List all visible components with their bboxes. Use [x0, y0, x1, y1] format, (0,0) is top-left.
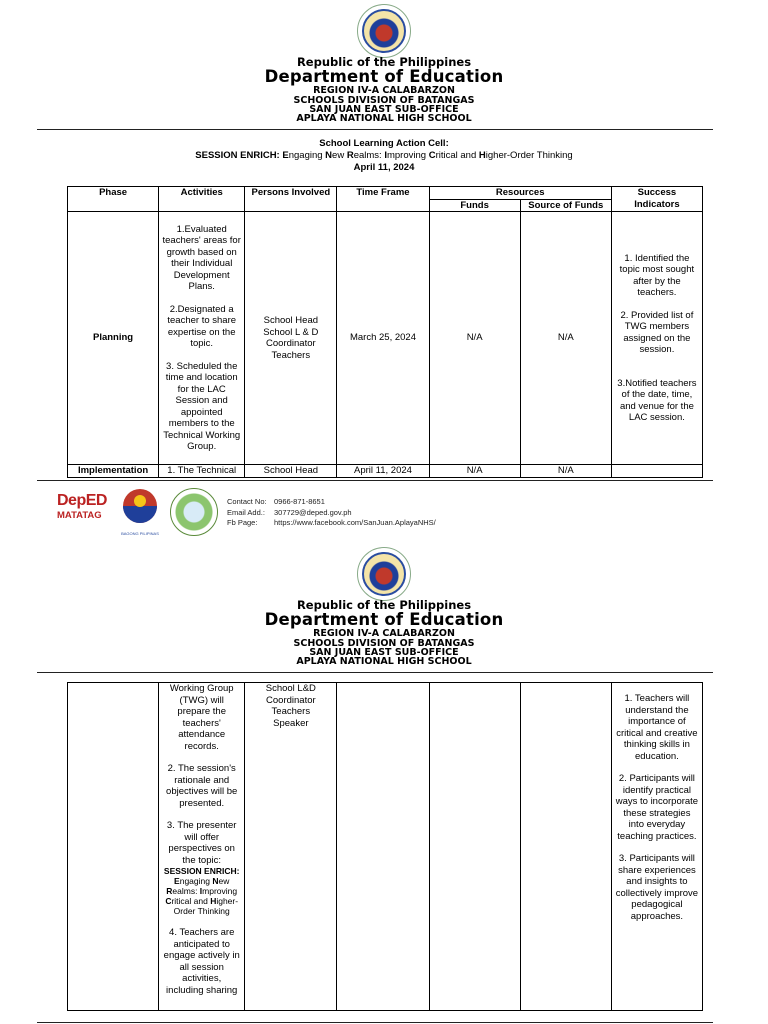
person-item: Teachers — [271, 706, 311, 717]
fb-link[interactable]: https://www.facebook.com/SanJuan.AplayaNHS/ — [274, 518, 436, 527]
implementation-persons: School Head — [245, 465, 337, 478]
col-phase: Phase — [68, 187, 159, 212]
word-rest: ealms: — [353, 150, 385, 161]
region-label: REGION IV-A CALABARZON — [313, 628, 455, 639]
implementation-activity: 1. The Technical — [159, 465, 245, 478]
header-divider — [37, 129, 713, 130]
doc-title-line2 — [0, 150, 768, 162]
initial-letter: N — [212, 876, 219, 886]
initial-letter: C — [428, 150, 436, 161]
doc-title-line1: School Learning Action Cell: — [319, 138, 449, 149]
school-label: APLAYA NATIONAL HIGH SCHOOL — [296, 656, 472, 667]
region-label: REGION IV-A CALABARZON — [313, 85, 455, 96]
suboffice-label: SAN JUAN EAST SUB-OFFICE — [309, 104, 459, 115]
deped-seal-logo — [357, 4, 411, 58]
topic-session-name: SESSION ENRICH: — [163, 866, 240, 876]
initial-letter: I — [199, 886, 203, 896]
topic-subtitle — [165, 876, 238, 916]
word-rest: ngaging — [179, 876, 213, 886]
funds-cell — [429, 683, 520, 1011]
indicator-item: 3.Notified teachers of the date, time, and venue for the LAC session. — [617, 377, 697, 423]
word-rest: igher-Order Thinking — [485, 150, 573, 161]
planning-indicators — [611, 212, 702, 465]
indicator-item: 2. Participants will identify practical ways to incorporate these strategies into everyday teaching practices. — [615, 773, 699, 842]
initial-letter: N — [325, 150, 333, 161]
implementation-indicators — [611, 465, 702, 478]
activity-item: 2.Designated a teacher to share expertise on the topic. — [167, 303, 237, 349]
person-item: School Head — [263, 315, 319, 326]
activity-item: 3. The presenter will offer perspectives on the topic: — [166, 820, 237, 866]
implementation-activities — [159, 683, 245, 1011]
word-rest: igher-Order Thinking — [173, 896, 239, 916]
bottom-divider — [37, 1022, 713, 1023]
person-item: School L & D Coordinator — [263, 326, 319, 349]
table-row-planning — [68, 212, 703, 465]
lac-plan-table-continued — [67, 682, 703, 1011]
contact-number: 0966-871-8651 — [274, 497, 325, 506]
suboffice-label: SAN JUAN EAST SUB-OFFICE — [309, 647, 459, 658]
col-resources: Resources — [429, 187, 611, 200]
person-item: Teachers — [271, 349, 311, 361]
col-activities: Activities — [159, 187, 245, 212]
activity-item: 1.Evaluated teachers' areas for growth based on their Individual Development Plans. — [162, 223, 241, 292]
phase-planning: Planning — [68, 212, 159, 465]
implementation-time: April 11, 2024 — [337, 465, 429, 478]
session-subtitle — [282, 150, 572, 161]
col-persons: Persons Involved — [245, 187, 337, 212]
bagong-pilipinas-label: BAGONG PILIPINAS — [121, 531, 159, 536]
indicator-item: 2. Provided list of TWG members assigned on the session. — [620, 309, 694, 355]
department-title: Department of Education — [264, 610, 504, 629]
initial-letter: R — [346, 150, 354, 161]
email-label: Email Add.: — [227, 507, 265, 517]
word-rest: mproving — [386, 150, 429, 161]
activity-item: Working Group (TWG) will prepare the teachers' attendance records. — [169, 683, 234, 752]
col-funds: Funds — [429, 199, 520, 212]
person-item: School L&D Coordinator — [265, 683, 316, 706]
person-item: Speaker — [273, 717, 309, 729]
activity-item: 2. The session's rationale and objectives will be presented. — [166, 763, 238, 809]
planning-persons — [245, 212, 337, 465]
planning-funds: N/A — [429, 212, 520, 465]
word-rest: ew — [332, 150, 347, 161]
fb-label: Fb Page: — [227, 518, 258, 527]
department-title: Department of Education — [264, 67, 504, 86]
republic-label: Republic of the Philippines — [296, 598, 472, 612]
lac-plan-table — [67, 186, 703, 478]
table-row-implementation-continued — [68, 683, 703, 1011]
source-cell — [520, 683, 611, 1011]
doc-date: April 11, 2024 — [353, 162, 415, 173]
bagong-pilipinas-logo — [118, 488, 162, 536]
word-rest: ealms: — [172, 886, 200, 896]
planning-source: N/A — [520, 212, 611, 465]
planning-activities — [159, 212, 245, 465]
deped-wordmark: DepED — [57, 492, 107, 509]
doc-title — [0, 138, 768, 174]
table-row-implementation — [68, 465, 703, 478]
implementation-indicators — [611, 683, 702, 1011]
matatag-wordmark: MATATAG — [57, 510, 102, 521]
word-rest: ritical and — [171, 896, 211, 906]
indicator-item: 1. Identified the topic most sought after by the teachers. — [619, 252, 695, 298]
session-name: SESSION ENRICH: — [195, 150, 283, 161]
implementation-persons — [245, 683, 337, 1011]
indicator-item: 3. Participants will share experiences and insights to collectively improve pedagogical approaches. — [615, 853, 699, 922]
initial-letter: R — [166, 886, 173, 896]
col-source: Source of Funds — [520, 199, 611, 212]
republic-label: Republic of the Philippines — [296, 55, 472, 69]
indicator-item: 1. Teachers will understand the importance of critical and creative thinking skills in education. — [616, 693, 698, 762]
time-cell — [337, 683, 429, 1011]
initial-letter: I — [384, 150, 387, 161]
session-topic — [162, 866, 241, 916]
initial-letter: E — [174, 876, 180, 886]
activity-item: 3. Scheduled the time and location for the LAC Session and appointed members to the Technical Working Group. — [163, 360, 241, 452]
col-time: Time Frame — [337, 187, 429, 212]
word-rest: ew — [218, 876, 230, 886]
deped-seal-logo — [357, 547, 411, 601]
activity-item: 4. Teachers are anticipated to engage actively in all session activities, including sharing — [163, 927, 240, 996]
word-rest: ngaging — [288, 150, 326, 161]
school-seal-logo — [170, 488, 218, 536]
phase-implementation: Implementation — [68, 465, 159, 478]
initial-letter: C — [165, 896, 172, 906]
header-divider — [37, 672, 713, 673]
deped-matatag-logo — [57, 492, 109, 521]
word-rest: ritical and — [435, 150, 479, 161]
planning-time: March 25, 2024 — [337, 212, 429, 465]
implementation-source: N/A — [520, 465, 611, 478]
phase-cell — [68, 683, 159, 1011]
implementation-funds: N/A — [429, 465, 520, 478]
email-link[interactable]: 307729@deped.gov.ph — [274, 507, 352, 517]
word-rest: mproving — [202, 886, 238, 896]
school-label: APLAYA NATIONAL HIGH SCHOOL — [296, 113, 472, 124]
col-indicators: Success Indicators — [611, 187, 702, 212]
division-label: SCHOOLS DIVISION OF BATANGAS — [293, 638, 475, 649]
contact-label: Contact No: — [227, 497, 267, 506]
division-label: SCHOOLS DIVISION OF BATANGAS — [293, 95, 475, 106]
page-divider — [37, 480, 713, 481]
initial-letter: H — [210, 896, 217, 906]
footer-contact — [227, 497, 436, 529]
initial-letter: E — [282, 150, 289, 161]
initial-letter: H — [478, 150, 486, 161]
